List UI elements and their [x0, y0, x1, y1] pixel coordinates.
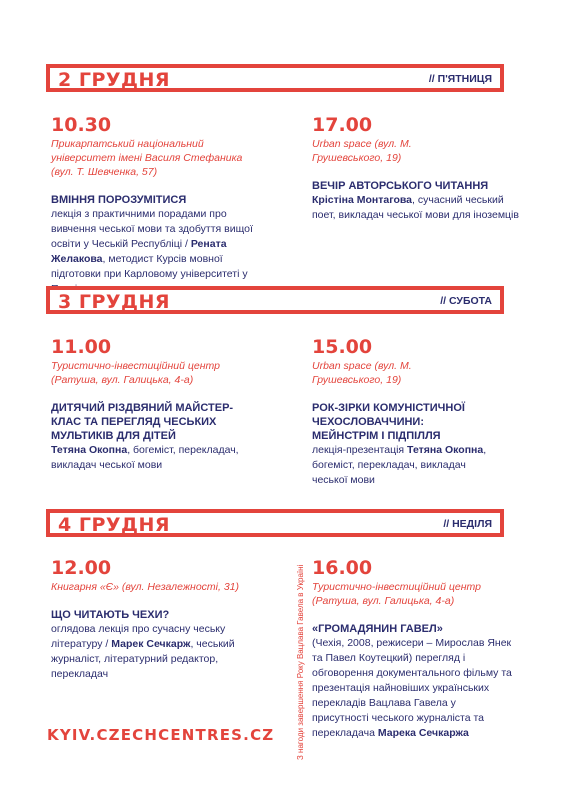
event-time: 15.00 [312, 336, 373, 358]
event-description: оглядова лекція про сучасну чеську літературу / Марек Сечкарж, чеський журналіст, літературний редактор, перекладач [51, 623, 235, 680]
event-time: 12.00 [51, 557, 112, 579]
event-venue: Туристично-інвестиційний центр (Ратуша, вул. Галицька, 4-а) [312, 581, 481, 607]
event-title: ДИТЯЧИЙ РІЗДВЯНИЙ МАЙСТЕР-КЛАС ТА ПЕРЕГЛЯД ЧЕСЬКИХ МУЛЬТИКІВ ДЛЯ ДІТЕЙ [51, 402, 234, 442]
event-time: 10.30 [51, 114, 112, 136]
event-time: 11.00 [51, 336, 112, 358]
event-1-1 [51, 114, 261, 297]
event-time: 17.00 [312, 114, 373, 136]
event-title: «ГРОМАДЯНИН ГАВЕЛ» [312, 623, 443, 635]
event-venue: Туристично-інвестиційний центр (Ратуша, вул. Галицька, 4-а) [51, 360, 220, 386]
event-title: ВЕЧІР АВТОРСЬКОГО ЧИТАННЯ [312, 180, 489, 192]
vertical-note: З нагоди завершення Року Вацлава Гавела в Україні [296, 564, 305, 760]
day-weekday: // П'ЯТНИЦЯ [428, 73, 492, 85]
event-description: лекція-презентація Тетяна Окопна, богеміст, перекладач, викладач чеської мови [312, 444, 487, 486]
day-date: 2 ГРУДНЯ [58, 69, 170, 91]
event-description: лекція з практичними порадами про вивчення чеської мови та здобуття вищої освіти у Чеській Республіці / Рената Желакова, методист Курсів мовної підготовки при Карловому університеті у [51, 208, 253, 280]
event-description: Тетяна Окопна, богеміст, перекладач, викладач чеської мови [51, 444, 239, 471]
event-venue: Прикарпатський національний університет імені Василя Стефаника (вул. Т. Шевченка, 57) [51, 138, 243, 178]
event-time: 16.00 [312, 557, 373, 579]
event-3-2 [312, 557, 512, 741]
event-3-1 [51, 557, 261, 682]
event-description: Крістіна Монтагова, сучасний чеський поет, викладач чеської мови для іноземців [312, 194, 519, 221]
website-link[interactable]: KYIV.CZECHCENTRES.CZ [47, 726, 275, 744]
day-date: 4 ГРУДНЯ [58, 514, 170, 536]
event-description: (Чехія, 2008, режисери – Мирослав Янек та Павел Коутецкий) перегляд і обговорення документального фільму та презентація найновіших українських перекладів Вацлава Гавела у присутності чеського журналіста та перекладача Марека Сечкаржа [312, 637, 512, 739]
day-header-1 [46, 64, 504, 92]
day-weekday: // СУБОТА [440, 295, 492, 307]
event-title: РОК-ЗІРКИ КОМУНІСТИЧНОЇ ЧЕХОСЛОВАЧЧИНИ: МЕЙНСТРІМ І ПІДПІЛЛЯ [312, 402, 465, 442]
event-1-2 [312, 114, 522, 223]
day-header-2 [46, 286, 504, 314]
event-2-1 [51, 336, 261, 473]
event-venue: Книгарня «Є» (вул. Незалежності, 31) [51, 581, 240, 593]
day-weekday: // НЕДІЛЯ [443, 518, 492, 530]
day-date: 3 ГРУДНЯ [58, 291, 170, 313]
day-header-3 [46, 509, 504, 537]
event-title: ЩО ЧИТАЮТЬ ЧЕХИ? [51, 609, 170, 621]
event-title: ВМІННЯ ПОРОЗУМІТИСЯ [51, 194, 187, 206]
event-2-2 [312, 336, 522, 488]
event-venue: Urban space (вул. М. Грушевського, 19) [312, 138, 412, 164]
event-venue: Urban space (вул. М. Грушевського, 19) [312, 360, 412, 386]
